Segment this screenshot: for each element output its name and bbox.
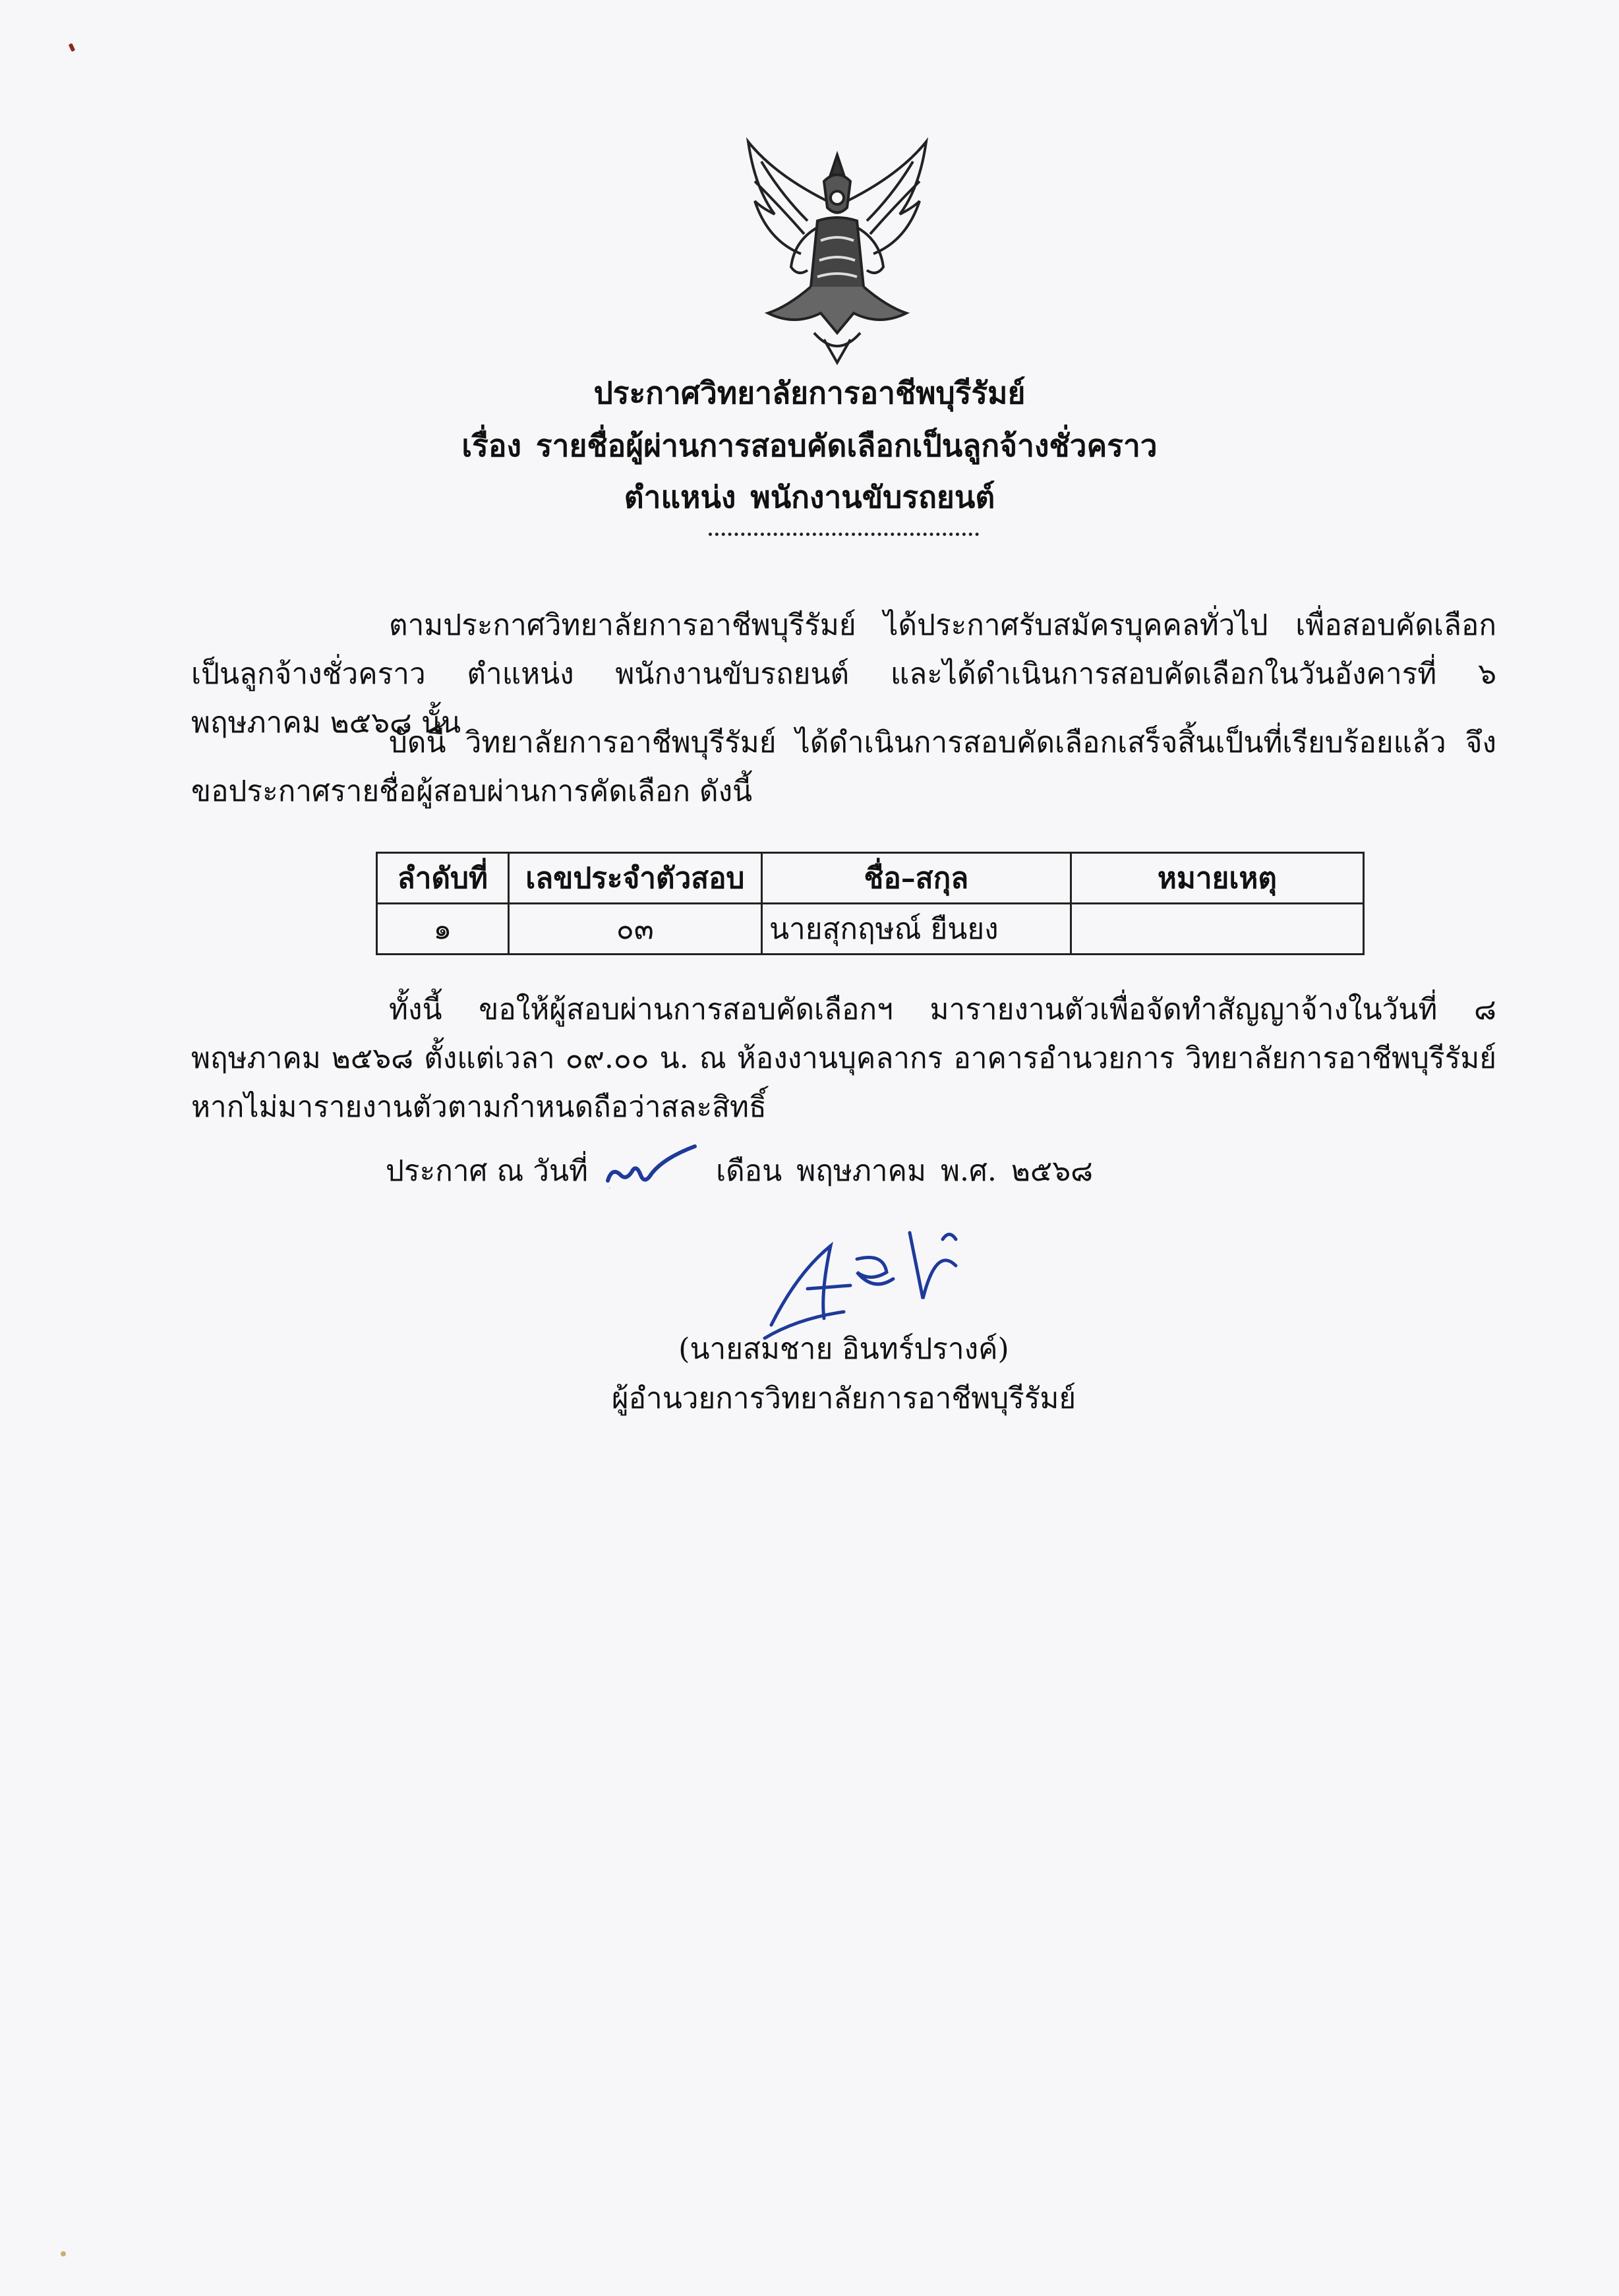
table-row (377, 904, 1364, 955)
handwritten-day-mark (603, 1142, 701, 1202)
paragraph-report (191, 986, 1496, 1132)
handwritten-day-text: ๗ (609, 1187, 610, 1189)
era-label: พ.ศ. (940, 1154, 997, 1188)
signatory-title: ผู้อำนวยการวิทยาลัยการอาชีพบุรีรัมย์ (611, 1382, 1076, 1415)
cell-exam-id: ๐๓ (508, 904, 761, 955)
scan-speck (61, 2251, 66, 2256)
announce-prefix: ประกาศ ณ วันที่ (386, 1154, 589, 1188)
garuda-emblem-icon (735, 135, 939, 366)
header-name: ชื่อ–สกุล (761, 853, 1071, 904)
paragraph-result (191, 719, 1496, 816)
announcement-position (0, 473, 1619, 521)
paragraph-report-text: ทั้งนี้ ขอให้ผู้สอบผ่านการสอบคัดเลือกฯ มารายงานตัวเพื่อจัดทำสัญญาจ้างในวันที่ ๘ พฤษภาคม ๒๕๖๘ ตั้งแต่เวลา ๐๙.๐๐ น. ณ ห้องงานบุคลากร อาคารอำนวยการ วิทยาลัยการอาชีพบุรีรัมย์ หากไม่มารายงานตัวตามกำหนดถือว่าสละสิทธิ์ (191, 993, 1496, 1124)
paragraph-intro-text: ตามประกาศวิทยาลัยการอาชีพบุรีรัมย์ ได้ประกาศรับสมัครบุคคลทั่วไป เพื่อสอบคัดเลือกเป็นลูกจ้างชั่วคราว ตำแหน่ง พนักงานขับรถยนต์ และได้ดำเนินการสอบคัดเลือกในวันอังคารที่ ๖ พฤษภาคม ๒๕๖๘ นั้น (191, 608, 1496, 740)
announcement-title: ประกาศวิทยาลัยการอาชีพบุรีรัมย์ (593, 375, 1026, 411)
header-order: ลำดับที่ (377, 853, 509, 904)
month-label: เดือน (716, 1154, 782, 1188)
header-exam-id: เลขประจำตัวสอบ (508, 853, 761, 904)
year-value: ๒๕๖๘ (1011, 1154, 1094, 1188)
dotted-divider (709, 533, 979, 536)
position-label: ตำแหน่ง (624, 479, 736, 515)
position-text: พนักงานขับรถยนต์ (750, 479, 995, 515)
month-value: พฤษภาคม (796, 1154, 926, 1188)
signatory-name: (นายสมชาย อินทร์ปรางค์) (678, 1332, 1009, 1366)
cell-remark (1071, 904, 1363, 955)
header-remark: หมายเหตุ (1071, 853, 1363, 904)
cell-name: นายสุกฤษณ์ ยืนยง (761, 904, 1071, 955)
announce-date-line (386, 1147, 1093, 1198)
scan-mark (69, 43, 76, 51)
subject-text: รายชื่อผู้ผ่านการสอบคัดเลือกเป็นลูกจ้างชั่วคราว (535, 428, 1158, 463)
cell-order: ๑ (377, 904, 509, 955)
announcement-subject (0, 422, 1619, 470)
results-table (376, 852, 1365, 955)
subject-label: เรื่อง (461, 428, 521, 463)
paragraph-result-text: บัดนี้ วิทยาลัยการอาชีพบุรีรัมย์ ได้ดำเนินการสอบคัดเลือกเสร็จสิ้นเป็นที่เรียบร้อยแล้ว จึงขอประกาศรายชื่อผู้สอบผ่านการคัดเลือก ดังนี้ (191, 726, 1496, 808)
handwritten-day (603, 1149, 701, 1198)
table-header-row (377, 853, 1364, 904)
